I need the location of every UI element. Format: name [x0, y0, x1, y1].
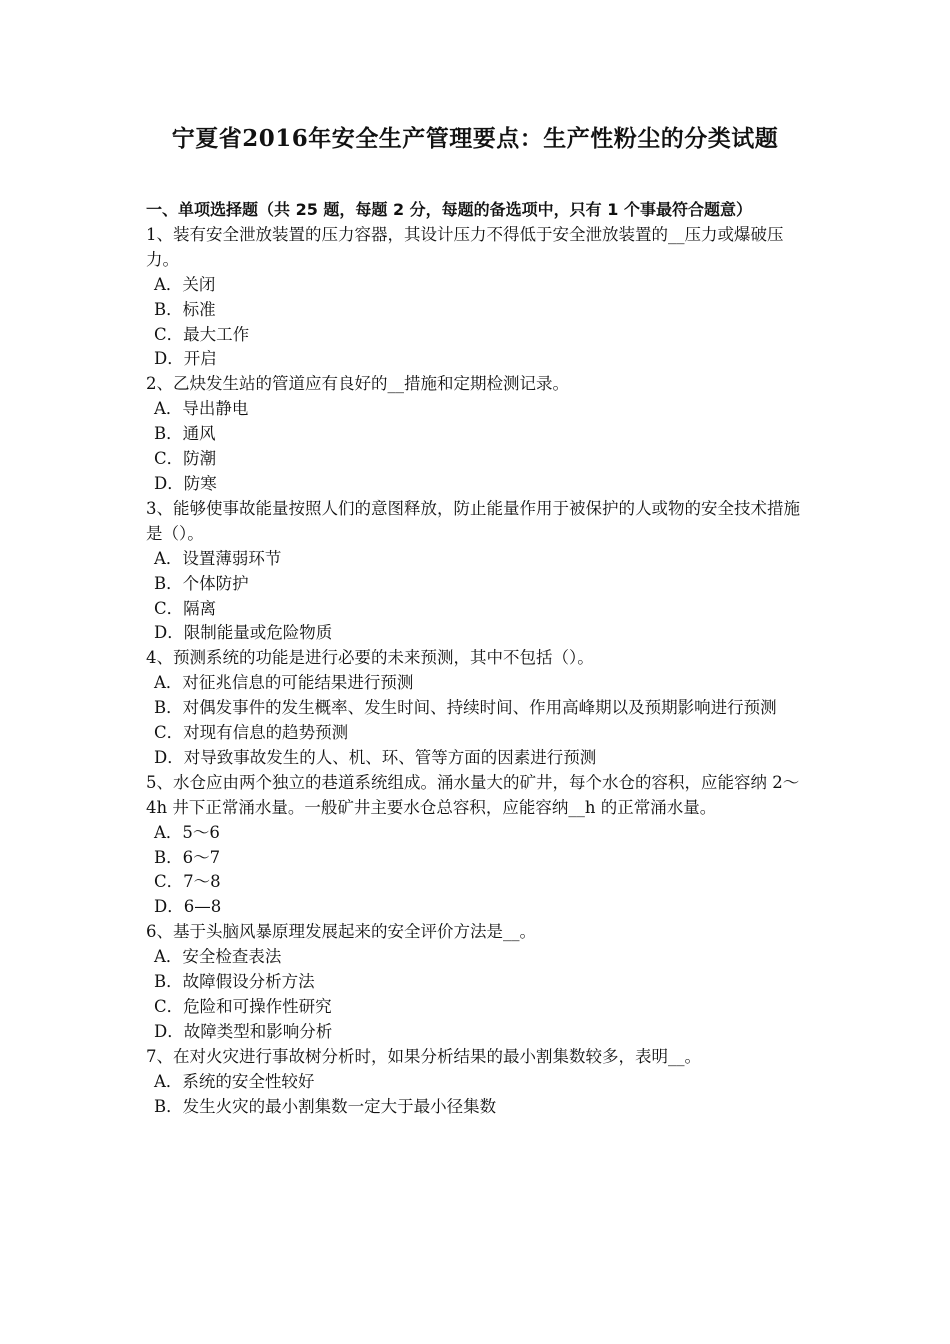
- option-letter: D．: [154, 349, 184, 369]
- option-a: [146, 945, 812, 970]
- question-5: [146, 771, 812, 920]
- question-3: [146, 497, 812, 646]
- option-letter: A．: [154, 822, 183, 842]
- option-text: 故障类型和影响分析: [183, 1021, 333, 1041]
- option-text: 关闭: [182, 274, 216, 294]
- option-text: 开启: [183, 349, 217, 369]
- option-letter: B．: [154, 847, 183, 867]
- option-text: 防寒: [183, 473, 217, 493]
- option-letter: A．: [154, 274, 183, 294]
- option-a: [146, 273, 812, 298]
- option-text: 危险和可操作性研究: [183, 997, 332, 1016]
- question-text: 5、水仓应由两个独立的巷道系统组成。涌水量大的矿井，每个水仓的容积，应能容纳 2～4h 井下正常涌水量。一般矿井主要水仓总容积，应能容纳__h 的正常涌水量。: [146, 772, 800, 817]
- option-text: 个体防护: [182, 573, 249, 593]
- option-d: [146, 621, 812, 646]
- question-2: [146, 372, 812, 497]
- option-text: 标准: [182, 299, 216, 319]
- option-c: [146, 870, 812, 895]
- option-a: [146, 821, 812, 846]
- option-text: 对导致事故发生的人、机、环、管等方面的因素进行预测: [183, 747, 597, 767]
- option-d: [146, 895, 812, 920]
- question-text: 6、基于头脑风暴原理发展起来的安全评价方法是__。: [146, 922, 536, 942]
- option-text: 安全检查表法: [182, 947, 282, 967]
- option-c: [146, 597, 812, 622]
- option-d: [146, 1020, 812, 1045]
- option-letter: D．: [154, 1021, 184, 1041]
- option-text: 隔离: [183, 598, 217, 618]
- option-c: [146, 447, 812, 472]
- option-letter: A．: [154, 673, 183, 693]
- option-c: [146, 721, 812, 746]
- option-letter: B．: [154, 972, 183, 992]
- question-text: 4、预测系统的功能是进行必要的未来预测，其中不包括（）。: [146, 648, 594, 668]
- option-b: [146, 422, 812, 447]
- option-text: 对现有信息的趋势预测: [183, 723, 349, 743]
- option-letter: A．: [154, 947, 183, 967]
- question-text: 2、乙炔发生站的管道应有良好的__措施和定期检测记录。: [146, 374, 569, 394]
- option-letter: C．: [154, 598, 184, 618]
- option-text: 6—8: [183, 897, 222, 917]
- option-b: [146, 696, 812, 721]
- option-letter: B．: [154, 299, 183, 319]
- option-letter: A．: [154, 1071, 183, 1091]
- option-letter: D．: [154, 623, 184, 643]
- document-title: 宁夏省2016年安全生产管理要点：生产性粉尘的分类试题: [171, 125, 779, 152]
- option-text: 系统的安全性较好: [182, 1071, 315, 1091]
- question-text: 1、装有安全泄放装置的压力容器，其设计压力不得低于安全泄放装置的__压力或爆破压力。: [146, 224, 784, 269]
- option-letter: B．: [154, 698, 183, 718]
- option-text: 对征兆信息的可能结果进行预测: [182, 673, 414, 693]
- option-d: [146, 347, 812, 372]
- option-letter: B．: [154, 1096, 183, 1116]
- option-b: [146, 1095, 812, 1120]
- option-letter: A．: [154, 399, 183, 419]
- option-a: [146, 671, 812, 696]
- option-letter: D．: [154, 897, 184, 917]
- option-letter: A．: [154, 548, 183, 568]
- option-letter: C．: [154, 324, 184, 344]
- option-b: [146, 572, 812, 597]
- option-b: [146, 298, 812, 323]
- option-letter: C．: [154, 872, 184, 892]
- option-letter: C．: [154, 997, 184, 1016]
- option-text: 限制能量或危险物质: [183, 623, 333, 643]
- option-text: 发生火灾的最小割集数一定大于最小径集数: [182, 1096, 497, 1116]
- option-letter: D．: [154, 747, 184, 767]
- option-a: [146, 547, 812, 572]
- question-1: [146, 223, 812, 372]
- option-a: [146, 1070, 812, 1095]
- option-c: [146, 323, 812, 348]
- question-6: [146, 920, 812, 1045]
- section-heading: 一、单项选择题（共 25 题，每题 2 分，每题的备选项中，只有 1 个事最符合题意）: [146, 200, 752, 219]
- option-b: [146, 846, 812, 871]
- option-d: [146, 472, 812, 497]
- option-text: 故障假设分析方法: [182, 972, 315, 992]
- question-text: 7、在对火灾进行事故树分析时，如果分析结果的最小割集数较多，表明__。: [146, 1046, 701, 1066]
- option-c: [146, 995, 812, 1020]
- document-body: [146, 198, 812, 1120]
- option-a: [146, 397, 812, 422]
- option-text: 设置薄弱环节: [182, 548, 282, 568]
- option-text: 5～6: [182, 822, 220, 842]
- question-4: [146, 646, 812, 771]
- option-letter: B．: [154, 424, 183, 444]
- option-text: 防潮: [183, 449, 217, 469]
- option-text: 导出静电: [182, 399, 249, 419]
- option-letter: C．: [154, 449, 184, 469]
- option-letter: C．: [154, 723, 184, 743]
- option-text: 通风: [182, 424, 216, 444]
- option-text: 6～7: [182, 847, 221, 867]
- option-text: 对偶发事件的发生概率、发生时间、持续时间、作用高峰期以及预期影响进行预测: [182, 698, 777, 718]
- option-letter: B．: [154, 573, 183, 593]
- option-d: [146, 746, 812, 771]
- question-7: [146, 1045, 812, 1120]
- option-b: [146, 970, 812, 995]
- question-text: 3、能够使事故能量按照人们的意图释放，防止能量作用于被保护的人或物的安全技术措施是（）。: [146, 498, 800, 543]
- option-letter: D．: [154, 473, 184, 493]
- option-text: 7～8: [183, 872, 221, 892]
- option-text: 最大工作: [183, 324, 250, 344]
